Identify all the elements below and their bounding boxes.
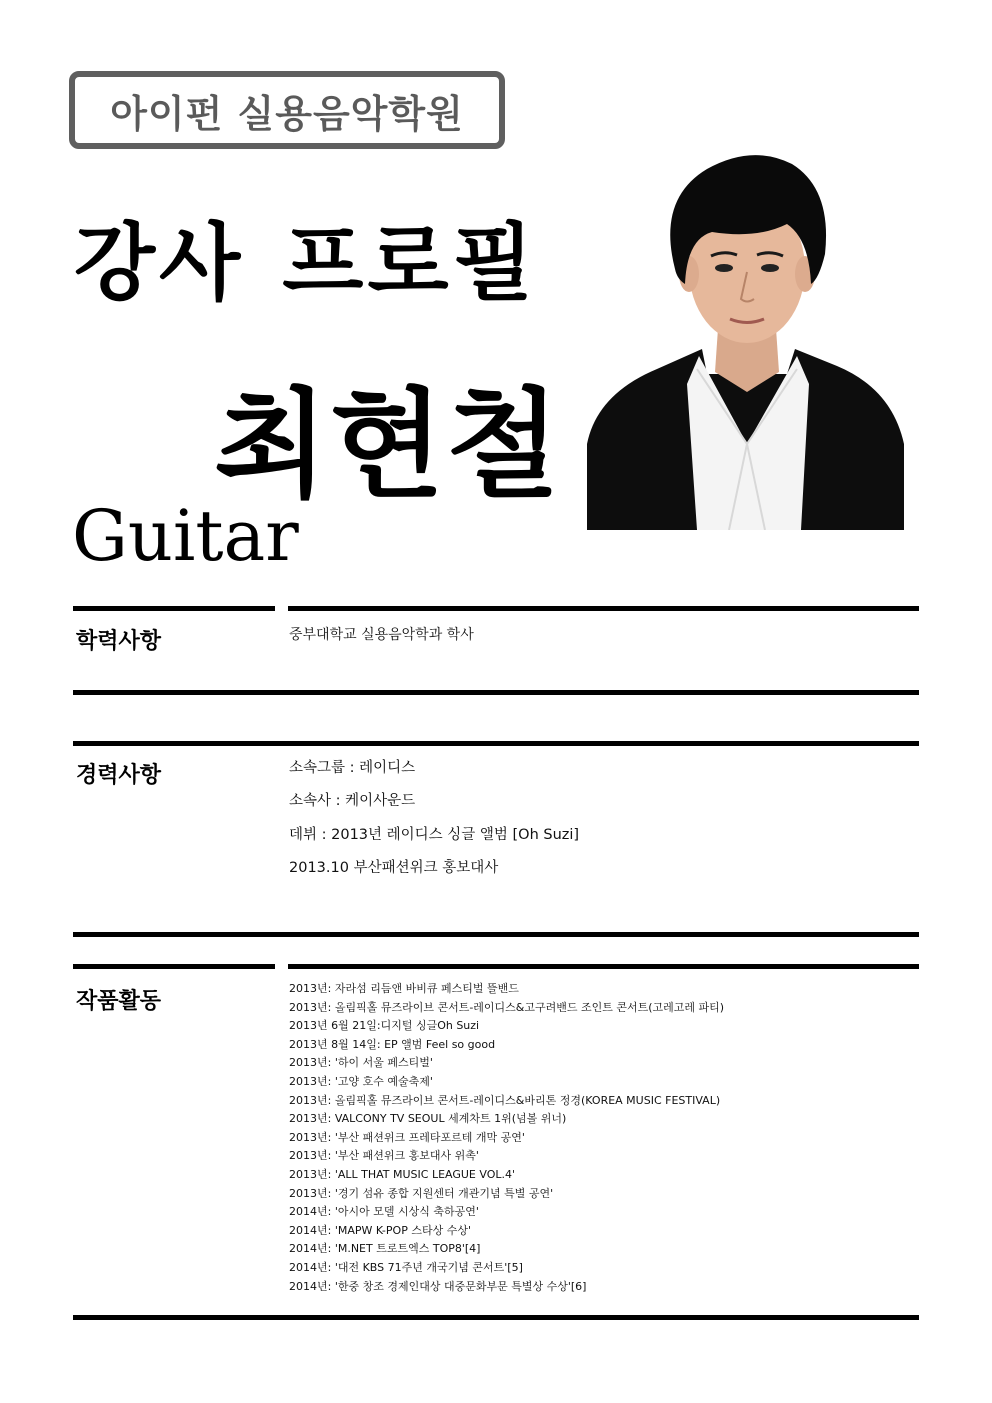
works-item: 2013년: VALCONY TV SEOUL 세계차트 1위(넘볼 위너) [289, 1112, 567, 1126]
works-list [289, 980, 724, 1296]
works-item: 2013년: '하이 서울 페스티벌' [289, 1056, 433, 1070]
works-item: 2013년 8월 14일: EP 앨범 Feel so good [289, 1037, 496, 1051]
education-item: 중부대학교 실용음악학과 학사 [289, 627, 474, 643]
works-item: 2013년: 'ALL THAT MUSIC LEAGUE VOL.4' [289, 1167, 516, 1181]
works-item: 2014년: '한중 창조 경제인대상 대중문화부문 특별상 수상'[6] [289, 1279, 587, 1293]
education-left-rule-top [73, 606, 275, 611]
career-rule-bottom [73, 932, 919, 937]
works-left-rule-top [73, 964, 275, 969]
works-item: 2013년: 자라섬 리듬앤 바비큐 페스티벌 뜰밴드 [289, 982, 519, 995]
career-heading: 경력사항 [76, 763, 162, 788]
works-item: 2014년: 'M.NET 트로트엑스 TOP8'[4] [289, 1242, 481, 1256]
career-item: 2013.10 부산패션위크 홍보대사 [289, 860, 499, 876]
works-item: 2013년: '부산 패션위크 프레타포르테 개막 공연' [289, 1130, 525, 1144]
works-item: 2013년: '부산 패션위크 홍보대사 위촉' [289, 1149, 479, 1163]
works-item: 2014년: '대전 KBS 71주년 개국기념 콘서트'[5] [289, 1260, 523, 1274]
academy-name: 아이펀 실용음악학원 [110, 91, 464, 136]
works-item: 2013년 6월 21일:디지털 싱글Oh Suzi [289, 1019, 480, 1033]
education-heading: 학력사항 [76, 629, 162, 654]
works-heading: 작품활동 [76, 989, 162, 1014]
works-item: 2013년: 올림픽홀 뮤즈라이브 콘서트-레이디스&고구려밴드 조인트 콘서트(고레고레 파티) [289, 1000, 725, 1014]
works-item: 2014년: '아시아 모델 시상식 축하공연' [289, 1205, 479, 1219]
works-right-rule-top [288, 964, 919, 969]
instructor-name: 최현철 [214, 376, 562, 514]
profile-photo [587, 144, 904, 530]
page-title-part2: 프로필 [282, 214, 538, 312]
education-right-rule-top [288, 606, 919, 611]
page-title-part1: 강사 [74, 214, 245, 312]
works-rule-bottom [73, 1315, 919, 1320]
career-item: 데뷔 : 2013년 레이디스 싱글 앨범 [Oh Suzi] [289, 827, 580, 843]
career-item: 소속그룹 : 레이디스 [289, 760, 416, 776]
works-item: 2013년: '고양 호수 예술축제' [289, 1074, 433, 1088]
career-item: 소속사 : 케이사운드 [289, 793, 416, 809]
education-rule-bottom [73, 690, 919, 695]
works-item: 2013년: 올림픽홀 뮤즈라이브 콘서트-레이디스&바리톤 정경(KOREA MUSIC FESTIVAL) [289, 1093, 721, 1107]
works-item: 2014년: 'MAPW K-POP 스타상 수상' [289, 1223, 471, 1237]
academy-logo-box [69, 71, 505, 149]
profile-photo-illustration [587, 144, 904, 530]
works-item: 2013년: '경기 섬유 종합 지원센터 개관기념 특별 공연' [289, 1186, 554, 1200]
career-rule-top [73, 741, 919, 746]
instrument-label: Guitar [72, 495, 299, 577]
page-title [74, 196, 538, 317]
